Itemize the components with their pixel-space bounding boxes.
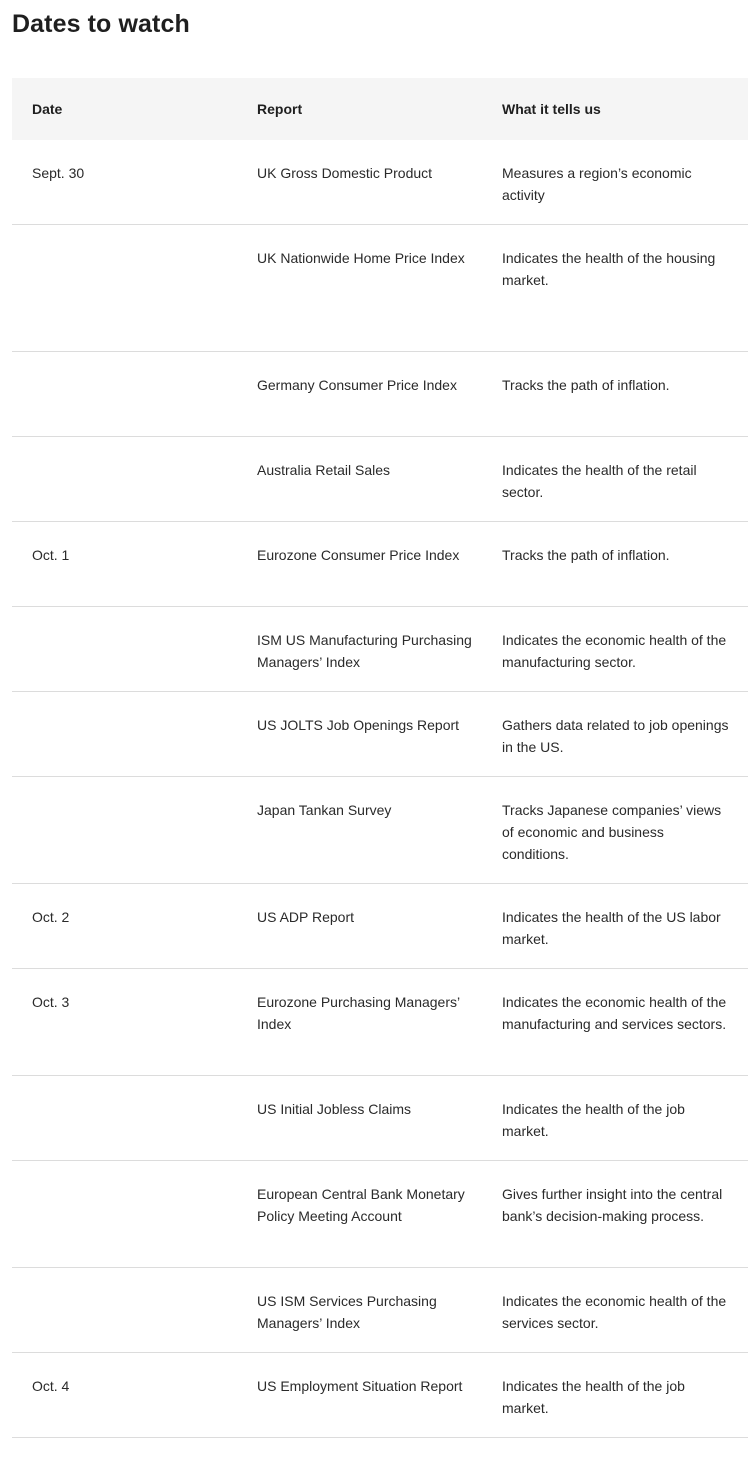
cell-meaning: Tracks the path of inflation. [502,547,670,563]
cell-meaning: Indicates the economic health of the manufacturing sector. [502,632,727,670]
cell-date: Oct. 4 [32,1378,70,1394]
cell-report: Japan Tankan Survey [257,802,392,818]
cell-date: Sept. 30 [32,165,85,181]
cell-report: US JOLTS Job Openings Report [257,717,460,733]
cell-meaning: Gives further insight into the central bank’s decision-making process. [502,1186,723,1224]
table-row [12,1353,748,1438]
page-title: Dates to watch [12,10,190,38]
header-report: Report [257,101,303,117]
table-row [12,607,748,692]
cell-meaning: Measures a region’s economic activity [502,165,692,203]
cell-report: UK Nationwide Home Price Index [257,250,465,266]
cell-date [12,629,257,691]
cell-meaning: Indicates the health of the retail sector. [502,462,697,500]
header-date: Date [32,101,63,117]
cell-report: ISM US Manufacturing Purchasing Managers’ Index [257,632,472,670]
cell-report: Eurozone Purchasing Managers’ Index [257,994,460,1032]
cell-report: Germany Consumer Price Index [257,377,457,393]
table-row [12,225,748,352]
table-header-row [12,78,748,140]
cell-meaning: Indicates the economic health of the manufacturing and services sectors. [502,994,727,1032]
table-row [12,884,748,969]
cell-date: Oct. 2 [32,909,70,925]
cell-date [12,1098,257,1160]
cell-date [12,459,257,521]
table-row [12,1076,748,1161]
table-row [12,969,748,1076]
cell-date [12,799,257,883]
table-row [12,692,748,777]
table-row [12,1161,748,1268]
cell-report: UK Gross Domestic Product [257,165,433,181]
cell-date: Oct. 3 [32,994,70,1010]
cell-meaning: Indicates the health of the US labor market. [502,909,721,947]
cell-date [12,1290,257,1352]
cell-meaning: Indicates the health of the job market. [502,1101,685,1139]
cell-meaning: Indicates the health of the housing market. [502,250,716,288]
dates-table [12,78,748,1438]
cell-report: US ISM Services Purchasing Managers’ Index [257,1293,437,1331]
table-row [12,1268,748,1353]
table-row [12,437,748,522]
cell-meaning: Gathers data related to job openings in the US. [502,717,729,755]
table-row [12,352,748,437]
header-what-it-tells-us: What it tells us [502,101,601,117]
table-row [12,522,748,607]
cell-meaning: Indicates the health of the job market. [502,1378,685,1416]
cell-meaning: Indicates the economic health of the services sector. [502,1293,727,1331]
table-row [12,777,748,884]
cell-report: Eurozone Consumer Price Index [257,547,460,563]
cell-report: Australia Retail Sales [257,462,391,478]
cell-date [12,1183,257,1267]
table-row [12,140,748,225]
cell-report: US Employment Situation Report [257,1378,463,1394]
cell-report: European Central Bank Monetary Policy Meeting Account [257,1186,465,1224]
cell-report: US Initial Jobless Claims [257,1101,412,1117]
cell-date [12,374,257,436]
cell-meaning: Tracks the path of inflation. [502,377,670,393]
cell-meaning: Tracks Japanese companies’ views of economic and business conditions. [502,802,722,862]
cell-date: Oct. 1 [32,547,70,563]
cell-date [12,714,257,776]
cell-date [12,247,257,351]
cell-report: US ADP Report [257,909,355,925]
